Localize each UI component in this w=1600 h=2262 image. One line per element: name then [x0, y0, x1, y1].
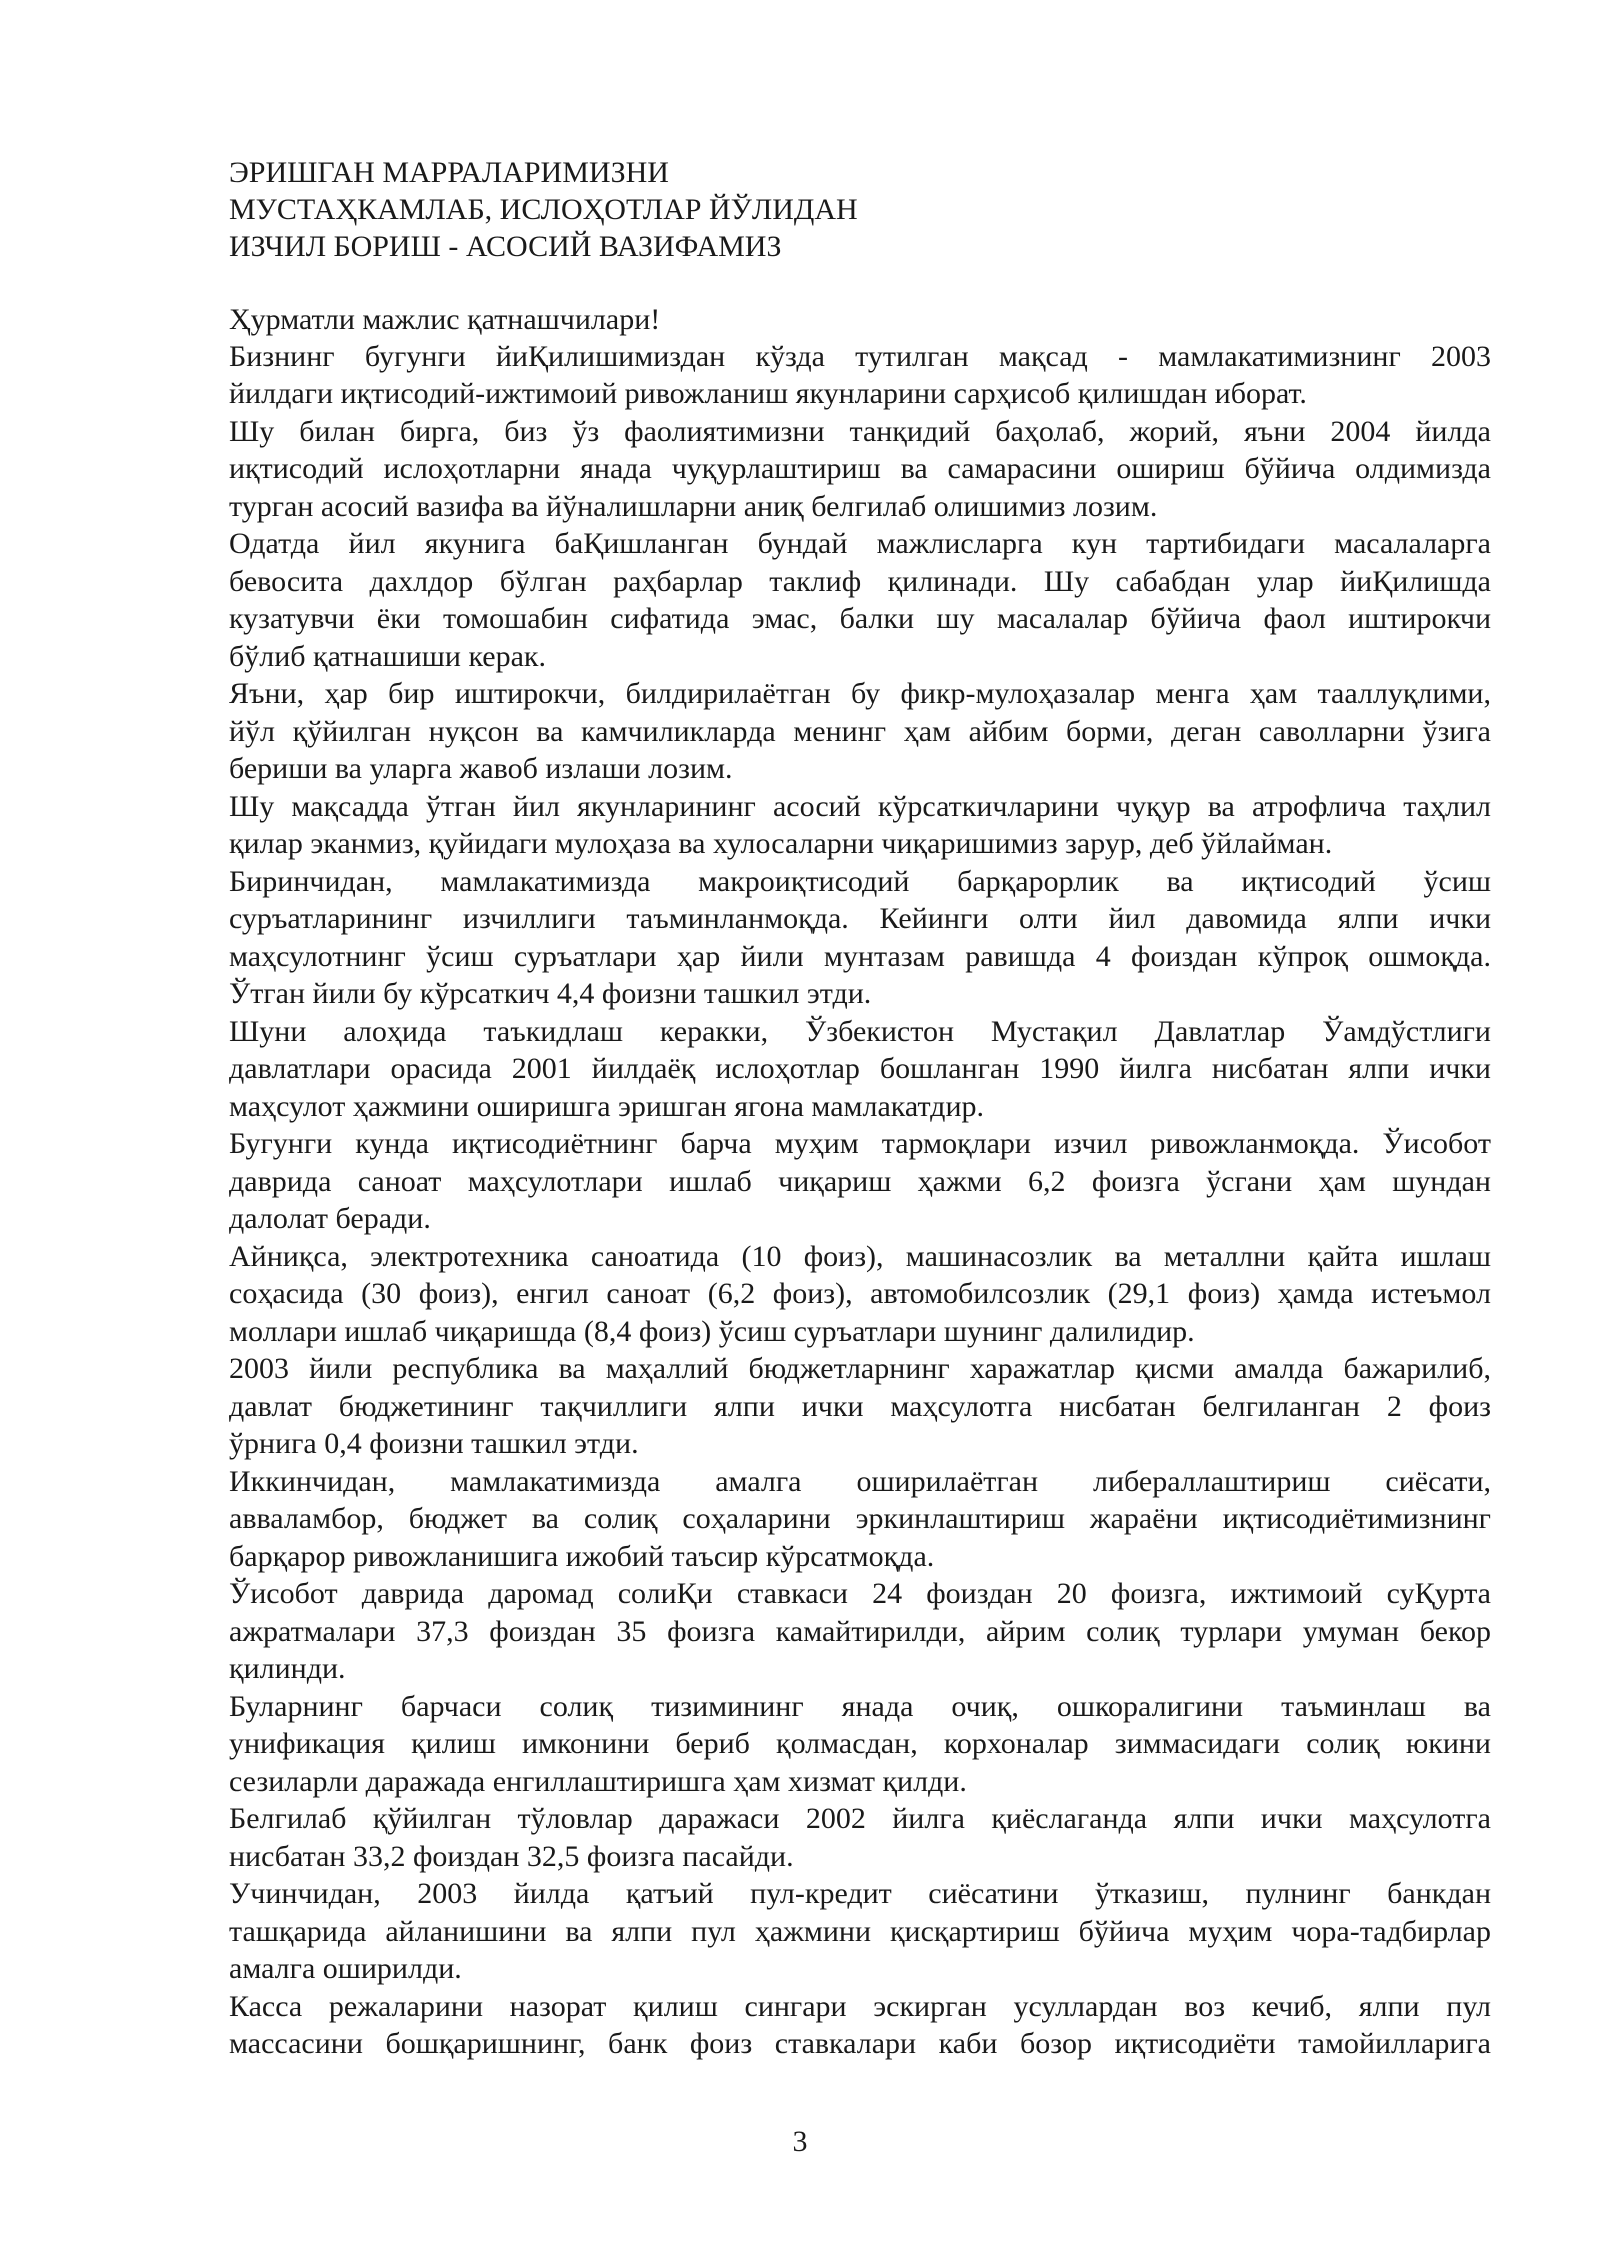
body-line: авваламбор, бюджет ва солиқ соҳаларини эркинлаштириш жараёни иқтисодиётимизнинг [229, 1502, 1491, 1535]
body-line: давлат бюджетининг тақчиллиги ялпи ички маҳсулотга нисбатан белгиланган 2 фоиз [229, 1390, 1491, 1423]
body-line: Шуни алоҳида таъкидлаш керакки, Ўзбекистон Мустақил Давлатлар Ўамдўстлиги [229, 1015, 1491, 1048]
body-line: моллари ишлаб чиқаришда (8,4 фоиз) ўсиш суръатлари шунинг далилидир. [229, 1315, 1195, 1348]
body-line: Биринчидан, мамлакатимизда макроиқтисодий барқарорлик ва иқтисодий ўсиш [229, 865, 1491, 898]
body-line: Бугунги кунда иқтисодиётнинг барча муҳим тармоқлари изчил ривожланмоқда. Ўисобот [229, 1127, 1491, 1160]
body-line: маҳсулот ҳажмини оширишга эришган ягона мамлакатдир. [229, 1090, 984, 1123]
body-line: ажратмалари 37,3 фоиздан 35 фоизга камайтирилди, айрим солиқ турлари умуман бекор [229, 1615, 1491, 1648]
body-line: ташқарида айланишини ва ялпи пул ҳажмини қисқартириш бўйича муҳим чора-тадбирлар [229, 1915, 1491, 1948]
body-line: суръатларининг изчиллиги таъминланмоқда. Кейинги олти йил давомида ялпи ички [229, 902, 1491, 935]
body-line: бевосита дахлдор бўлган раҳбарлар таклиф қилинади. Шу сабабдан улар йиҚилишда [229, 565, 1491, 598]
body-line: Учинчидан, 2003 йилда қатъий пул-кредит сиёсатини ўтказиш, пулнинг банкдан [229, 1877, 1491, 1910]
body-line: Шу билан бирга, биз ўз фаолиятимизни танқидий баҳолаб, жорий, яъни 2004 йилда [229, 415, 1491, 448]
body-line: 2003 йили республика ва маҳаллий бюджетларнинг харажатлар қисми амалда бажарилиб, [229, 1352, 1491, 1385]
body-line: даврида саноат маҳсулотлари ишлаб чиқариш ҳажми 6,2 фоизга ўсгани ҳам шундан [229, 1165, 1491, 1198]
body-line: нисбатан 33,2 фоиздан 32,5 фоизга пасайди. [229, 1840, 794, 1873]
body-line: иқтисодий ислоҳотларни янада чуқурлаштириш ва самарасини ошириш бўйича олдимизда [229, 452, 1491, 485]
body-line: Бизнинг бугунги йиҚилишимиздан кўзда тутилган мақсад - мамлакатимизнинг 2003 [229, 340, 1491, 373]
title-line: ЭРИШГАН МАРРАЛАРИМИЗНИ [229, 156, 669, 189]
body-line: сезиларли даражада енгиллаштиришга ҳам хизмат қилди. [229, 1765, 967, 1798]
body-line: соҳасида (30 фоиз), енгил саноат (6,2 фоиз), автомобилсозлик (29,1 фоиз) ҳамда истеъмол [229, 1277, 1491, 1310]
body-line: турган асосий вазифа ва йўналишларни аниқ белгилаб олишимиз лозим. [229, 490, 1158, 523]
title-line: ИЗЧИЛ БОРИШ - АСОСИЙ ВАЗИФАМИЗ [229, 230, 782, 263]
body-line: амалга оширилди. [229, 1952, 462, 1985]
body-line: қилар эканмиз, қуйидаги мулоҳаза ва хулосаларни чиқаришимиз зарур, деб ўйлайман. [229, 827, 1333, 860]
body-line: Шу мақсадда ўтган йил якунларининг асосий кўрсаткичларини чуқур ва атрофлича таҳлил [229, 790, 1491, 823]
body-line: йилдаги иқтисодий-ижтимоий ривожланиш якунларини сарҳисоб қилишдан иборат. [229, 377, 1307, 410]
body-line: массасини бошқаришнинг, банк фоиз ставкалари каби бозор иқтисодиёти тамойилларига [229, 2027, 1491, 2060]
body-line: кузатувчи ёки томошабин сифатида эмас, балки шу масалалар бўйича фаол иштирокчи [229, 602, 1491, 635]
body-line: бўлиб қатнашиши керак. [229, 640, 546, 673]
body-line: бериши ва уларга жавоб излаши лозим. [229, 752, 733, 785]
greeting-line: Ҳурматли мажлис қатнашчилари! [229, 303, 661, 336]
body-line: давлатлари орасида 2001 йилдаёқ ислоҳотлар бошланган 1990 йилга нисбатан ялпи ички [229, 1052, 1491, 1085]
body-line: Иккинчидан, мамлакатимизда амалга оширилаётган либераллаштириш сиёсати, [229, 1465, 1491, 1498]
page-number: 3 [792, 2125, 808, 2158]
body-line: унификация қилиш имконини бериб қолмасдан, корхоналар зиммасидаги солиқ юкини [229, 1727, 1491, 1760]
body-line: ўрнига 0,4 фоизни ташкил этди. [229, 1427, 639, 1460]
body-line: Яъни, ҳар бир иштирокчи, билдирилаётган бу фикр-мулоҳазалар менга ҳам тааллуқлими, [229, 677, 1491, 710]
body-line: Ўисобот даврида даромад солиҚи ставкаси 24 фоиздан 20 фоизга, ижтимоий суҚурта [229, 1577, 1491, 1610]
body-line: Айниқса, электротехника саноатида (10 фоиз), машинасозлик ва металлни қайта ишлаш [229, 1240, 1491, 1273]
body-line: Белгилаб қўйилган тўловлар даражаси 2002 йилга қиёслаганда ялпи ички маҳсулотга [229, 1802, 1491, 1835]
body-line: Одатда йил якунига баҚишланган бундай мажлисларга кун тартибидаги масалаларга [229, 527, 1491, 560]
body-line: Касса режаларини назорат қилиш сингари эскирган усуллардан воз кечиб, ялпи пул [229, 1990, 1491, 2023]
body-line: далолат беради. [229, 1202, 431, 1235]
title-line: МУСТАҲКАМЛАБ, ИСЛОҲОТЛАР ЙЎЛИДАН [229, 193, 858, 226]
body-line: Ўтган йили бу кўрсаткич 4,4 фоизни ташкил этди. [229, 977, 872, 1010]
body-line: маҳсулотнинг ўсиш суръатлари ҳар йили мунтазам равишда 4 фоиздан кўпроқ ошмоқда. [229, 940, 1491, 973]
body-line: Буларнинг барчаси солиқ тизимининг янада очиқ, ошкоралигини таъминлаш ва [229, 1690, 1491, 1723]
body-line: йўл қўйилган нуқсон ва камчиликларда менинг ҳам айбим борми, деган саволларни ўзига [229, 715, 1491, 748]
body-line: қилинди. [229, 1652, 346, 1685]
body-line: барқарор ривожланишига ижобий таъсир кўрсатмоқда. [229, 1540, 935, 1573]
